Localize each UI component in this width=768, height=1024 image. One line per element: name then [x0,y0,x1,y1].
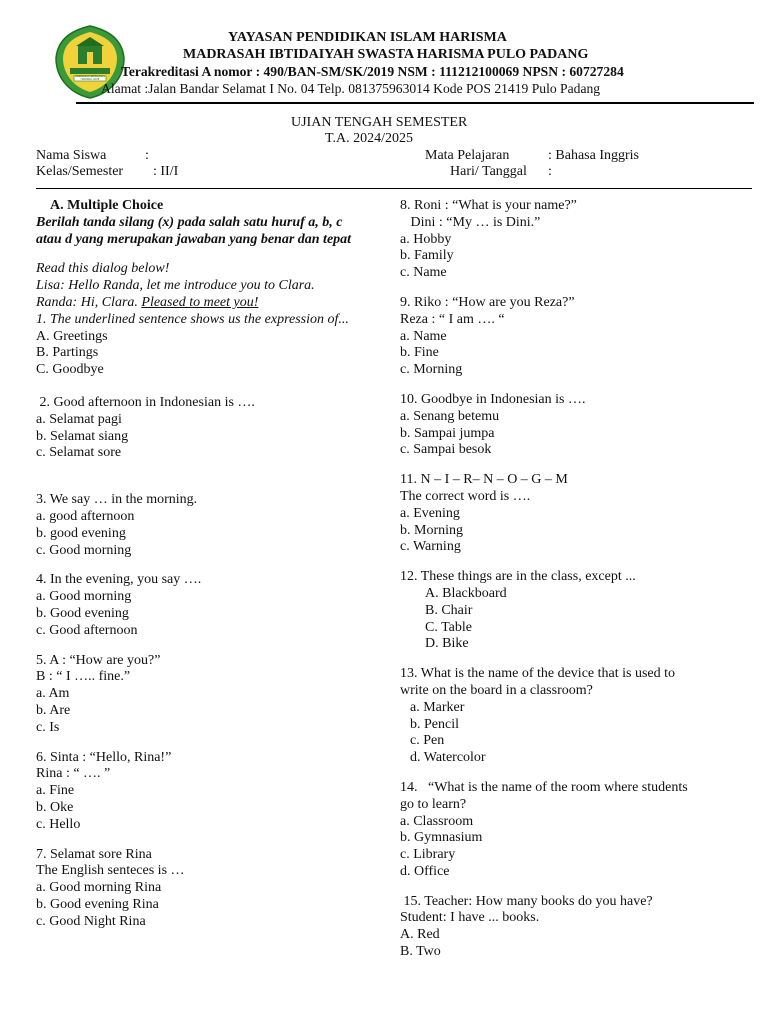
dialog-line-2-speaker: Randa: Hi, Clara. [36,294,142,310]
q12-option[interactable]: A. Blackboard [425,585,507,601]
hari-separator: : [548,164,552,179]
dialog-intro: Read this dialog below! [36,261,170,277]
q14-stem: 14. “What is the name of the room where students [400,779,688,795]
left-column [36,198,371,930]
q13-option[interactable]: b. Pencil [410,716,459,732]
q10-option[interactable]: b. Sampai jumpa [400,425,495,441]
q13-option[interactable]: c. Pen [410,733,445,749]
q10-option[interactable]: c. Sampai besok [400,442,492,458]
q1-stem: 1. The underlined sentence shows us the expression of... [36,311,349,327]
q15-stem: 15. Teacher: How many books do you have? [400,893,653,909]
q9-option[interactable]: c. Morning [400,362,463,378]
q15-option[interactable]: B. Two [400,944,441,960]
hari-label: Hari/ Tanggal [450,164,527,179]
q14-stem-2: go to learn? [400,796,467,812]
nama-label: Nama Siswa [36,148,107,163]
q6-option[interactable]: c. Hello [36,816,81,832]
section-title: A. Multiple Choice [50,198,164,213]
q11-option[interactable]: a. Evening [400,505,460,521]
q7-option[interactable]: a. Good morning Rina [36,880,162,896]
q6-stem: 6. Sinta : “Hello, Rina!” [36,749,172,765]
q3-option[interactable]: c. Good morning [36,542,132,558]
q7-option[interactable]: b. Good evening Rina [36,896,159,912]
q8-option[interactable]: b. Family [400,248,454,264]
q7-stem-2: The English senteces is … [36,863,185,879]
q11-stem: 11. N – I – R– N – O – G – M [400,472,568,488]
q13-option[interactable]: d. Watercolor [410,750,486,766]
logo-text: MADRASAH IBTIDAIYAH HARISMA 2008 [75,75,105,81]
q14-option[interactable]: b. Gymnasium [400,830,483,846]
q6-option[interactable]: b. Oke [36,799,74,815]
q8-option[interactable]: a. Hobby [400,231,452,247]
address-line: Alamat :Jalan Bandar Selamat I No. 04 Telp. 081375963014 Kode POS 21419 Pulo Padang [101,81,601,96]
dialog-line-1: Lisa: Hello Randa, let me introduce you to Clara. [36,278,315,294]
right-column [400,198,740,961]
q14-option[interactable]: a. Classroom [400,813,474,829]
q13-stem: 13. What is the name of the device that is used to [400,666,676,682]
q4-stem: 4. In the evening, you say …. [36,572,202,588]
q4-option[interactable]: a. Good morning [36,589,132,605]
q5-option[interactable]: a. Am [36,686,70,702]
q1-option[interactable]: A. Greetings [36,328,108,344]
q15-stem-2: Student: I have ... books. [400,910,540,926]
q12-option[interactable]: D. Bike [425,636,469,652]
q13-option[interactable]: a. Marker [410,699,465,715]
exam-title: UJIAN TENGAH SEMESTER [291,115,468,130]
q14-option[interactable]: c. Library [400,847,456,863]
q8-stem-2: Dini : “My … is Dini.” [400,214,541,230]
kelas-value: : II/I [153,164,179,179]
mapel-label: Mata Pelajaran [425,148,510,163]
section-instruction: Berilah tanda silang (x) pada salah satu huruf a, b, c atau d yang merupakan jawaban yang benar dan tepat [36,214,352,247]
dialog-line-2 [36,295,371,312]
nama-separator: : [145,148,149,163]
q7-option[interactable]: c. Good Night Rina [36,913,146,929]
q10-option[interactable]: a. Senang betemu [400,408,500,424]
q15-option[interactable]: A. Red [400,927,440,943]
q8-stem: 8. Roni : “What is your name?” [400,198,577,213]
header-divider [76,102,754,104]
q11-option[interactable]: b. Morning [400,522,463,538]
accreditation-line: Terakreditasi A nomor : 490/BAN-SM/SK/2019 NSM : 111212100069 NPSN : 60727284 [121,64,624,79]
q2-option[interactable]: b. Selamat siang [36,428,129,444]
q11-option[interactable]: c. Warning [400,539,461,555]
q6-stem-2: Rina : “ …. ” [36,766,111,782]
q4-option[interactable]: b. Good evening [36,605,129,621]
q13-stem-2: write on the board in a classroom? [400,682,593,698]
q1-option[interactable]: C. Goodbye [36,362,104,378]
underlined-expression: Pleased to meet you! [141,294,259,310]
q9-option[interactable]: a. Name [400,328,447,344]
q5-option[interactable]: c. Is [36,719,60,735]
q12-option[interactable]: C. Table [425,619,472,635]
q7-stem: 7. Selamat sore Rina [36,846,152,862]
q14-option[interactable]: d. Office [400,863,450,879]
q9-stem: 9. Riko : “How are you Reza?” [400,294,575,310]
school-name: MADRASAH IBTIDAIYAH SWASTA HARISMA PULO PADANG [183,47,589,62]
mapel-value: : Bahasa Inggris [548,148,639,163]
exam-year: T.A. 2024/2025 [325,131,414,146]
q5-stem-2: B : “ I ….. fine.” [36,669,131,685]
q8-option[interactable]: c. Name [400,265,447,281]
q11-stem-2: The correct word is …. [400,488,531,504]
q9-option[interactable]: b. Fine [400,345,439,361]
q2-option[interactable]: c. Selamat sore [36,445,122,461]
q9-stem-2: Reza : “ I am …. “ [400,311,505,327]
q1-option[interactable]: B. Partings [36,345,99,361]
q2-stem: 2. Good afternoon in Indonesian is …. [36,394,255,410]
q3-option[interactable]: a. good afternoon [36,508,135,524]
q12-stem: 12. These things are in the class, except ... [400,569,636,585]
kelas-label: Kelas/Semester [36,164,124,179]
q2-option[interactable]: a. Selamat pagi [36,411,122,427]
q5-option[interactable]: b. Are [36,702,71,718]
q3-stem: 3. We say … in the morning. [36,492,198,508]
q12-option[interactable]: B. Chair [425,602,473,618]
info-divider [36,188,752,189]
q3-option[interactable]: b. good evening [36,525,126,541]
q6-option[interactable]: a. Fine [36,783,75,799]
foundation-name: YAYASAN PENDIDIKAN ISLAM HARISMA [228,30,507,45]
q5-stem: 5. A : “How are you?” [36,652,161,668]
q4-option[interactable]: c. Good afternoon [36,622,138,638]
q10-stem: 10. Goodbye in Indonesian is …. [400,391,586,407]
